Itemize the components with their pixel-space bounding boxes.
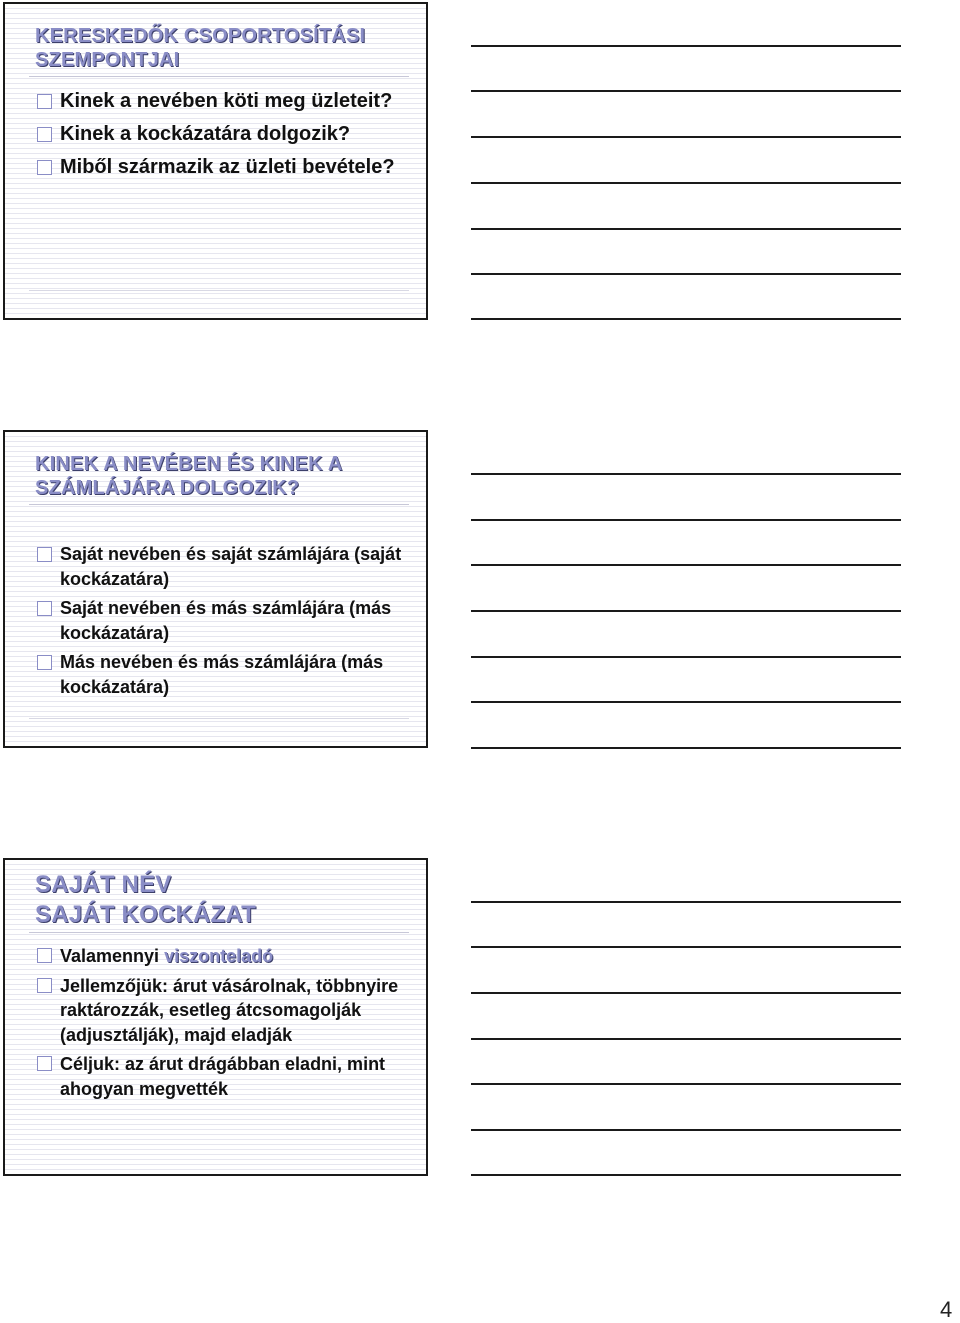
bottom-divider (29, 290, 409, 291)
slide-title-line: SAJÁT KOCKÁZAT (35, 901, 257, 928)
slide-title: KERESKEDŐK CSOPORTOSÍTÁSI SZEMPONTJAI (35, 25, 366, 71)
note-line (471, 1174, 901, 1176)
note-line (471, 901, 901, 903)
note-line (471, 473, 901, 475)
note-line (471, 564, 901, 566)
title-divider (29, 932, 409, 933)
note-line (471, 1038, 901, 1040)
note-line (471, 656, 901, 658)
hollow-square-icon (37, 547, 52, 562)
bullet-text: Saját nevében és más számlájára (más kockázatára) (60, 598, 392, 643)
bullet-text: Céljuk: az árut drágábban eladni, mint ahogyan megvették (60, 1054, 386, 1099)
bullet-item (35, 974, 420, 1048)
bullet-list (35, 542, 420, 704)
bullet-item (35, 596, 420, 646)
bullet-item (35, 154, 420, 181)
bullet-item (35, 88, 420, 115)
bullet-text: Valamennyi (60, 946, 165, 966)
bullet-list (35, 944, 420, 1106)
slide-3 (3, 858, 428, 1176)
hollow-square-icon (37, 601, 52, 616)
bullet-item (35, 650, 420, 700)
bullet-text: Jellemzőjük: árut vásárolnak, többnyire raktározzák, esetleg átcsomagolják (adjusztálják), majd eladják (60, 975, 399, 1045)
note-line (471, 318, 901, 320)
slide-2 (3, 430, 428, 748)
note-line (471, 610, 901, 612)
slide-title: KINEK A NEVÉBEN ÉS KINEK A SZÁMLÁJÁRA DOLGOZIK? (35, 453, 342, 499)
note-line (471, 1083, 901, 1085)
note-line (471, 45, 901, 47)
note-line (471, 273, 901, 275)
page-number: 4 (940, 1297, 953, 1322)
hollow-square-icon (37, 948, 52, 963)
title-divider (29, 504, 409, 505)
bullet-text: Saját nevében és saját számlájára (saját kockázatára) (60, 544, 402, 589)
bottom-divider (29, 718, 409, 719)
bullet-text: Miből származik az üzleti bevétele? (60, 156, 395, 178)
bullet-item (35, 542, 420, 592)
title-divider (29, 76, 409, 77)
bullet-item (35, 1052, 420, 1101)
hollow-square-icon (37, 978, 52, 993)
slide-title (35, 870, 415, 930)
note-line (471, 228, 901, 230)
bullet-item (35, 944, 420, 969)
hollow-square-icon (37, 94, 52, 109)
note-line (471, 136, 901, 138)
note-line (471, 747, 901, 749)
hollow-square-icon (37, 655, 52, 670)
hollow-square-icon (37, 1056, 52, 1071)
bullet-text: Kinek a kockázatára dolgozik? (60, 123, 351, 145)
note-line (471, 519, 901, 521)
note-line (471, 90, 901, 92)
bullet-item (35, 121, 420, 148)
note-line (471, 182, 901, 184)
hollow-square-icon (37, 160, 52, 175)
note-line (471, 701, 901, 703)
highlighted-term: viszonteladó (164, 946, 274, 966)
bullet-list (35, 88, 420, 187)
note-line (471, 992, 901, 994)
hollow-square-icon (37, 127, 52, 142)
slide-1 (3, 2, 428, 320)
slide-title-line: SAJÁT NÉV (35, 871, 172, 898)
bullet-text: Más nevében és más számlájára (más kockázatára) (60, 652, 384, 697)
bullet-text: Kinek a nevében köti meg üzleteit? (60, 90, 393, 112)
note-line (471, 1129, 901, 1131)
note-line (471, 946, 901, 948)
